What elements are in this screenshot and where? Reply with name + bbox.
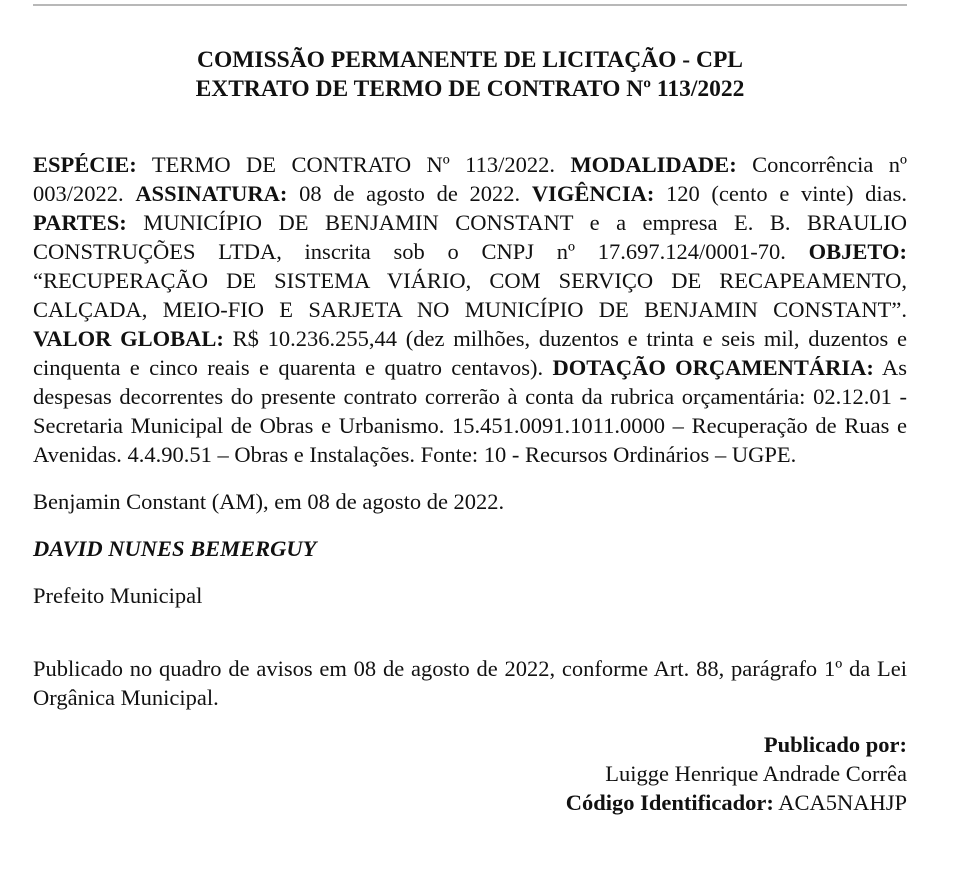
objeto-value: “RECUPERAÇÃO DE SISTEMA VIÁRIO, COM SERVIÇO DE RECAPEAMENTO, CALÇADA, MEIO-FIO E SARJETA NO MUNICÍPIO DE BENJAMIN CONSTANT”. bbox=[33, 268, 907, 322]
published-by-block bbox=[33, 730, 907, 817]
modalidade-value: Concorrência nº 003/2022. bbox=[33, 152, 908, 206]
publisher-name: Luigge Henrique Andrade Corrêa bbox=[605, 761, 907, 786]
valor-global-label: VALOR GLOBAL: bbox=[33, 326, 224, 351]
identifier-code-label: Código Identificador: bbox=[565, 790, 774, 815]
heading-line-2: EXTRATO DE TERMO DE CONTRATO Nº 113/2022 bbox=[195, 76, 745, 102]
signer-role: Prefeito Municipal bbox=[33, 583, 203, 608]
especie-value: TERMO DE CONTRATO Nº 113/2022. bbox=[136, 152, 571, 177]
signer-name: DAVID NUNES BEMERGUY bbox=[33, 536, 317, 561]
valor-global-value: R$ 10.236.255,44 (dez milhões, duzentos e trinta e seis mil, duzentos e cinquenta e cinco reais e quarenta e quatro centavos). bbox=[33, 326, 907, 380]
partes-value: MUNICÍPIO DE BENJAMIN CONSTANT e a empresa E. B. BRAULIO CONSTRUÇÕES LTDA, inscrita sob o CNPJ nº 17.697.124/0001-70. bbox=[33, 210, 907, 264]
assinatura-value: 08 de agosto de 2022. bbox=[287, 181, 532, 206]
partes-label: PARTES: bbox=[33, 210, 127, 235]
especie-label: ESPÉCIE: bbox=[33, 152, 137, 177]
objeto-label: OBJETO: bbox=[808, 239, 907, 264]
place-date: Benjamin Constant (AM), em 08 de agosto de 2022. bbox=[33, 489, 505, 514]
vigencia-value: 120 (cento e vinte) dias. bbox=[654, 181, 907, 206]
top-divider bbox=[33, 4, 907, 6]
vigencia-label: VIGÊNCIA: bbox=[531, 181, 655, 206]
heading-line-1: COMISSÃO PERMANENTE DE LICITAÇÃO - CPL bbox=[197, 47, 743, 73]
publication-note: Publicado no quadro de avisos em 08 de agosto de 2022, conforme Art. 88, parágrafo 1º da Lei Orgânica Municipal. bbox=[33, 656, 907, 710]
identifier-code-value: ACA5NAHJP bbox=[773, 790, 907, 815]
dotacao-label: DOTAÇÃO ORÇAMENTÁRIA: bbox=[552, 355, 874, 380]
document-heading bbox=[33, 46, 907, 104]
dotacao-value: As despesas decorrentes do presente contrato correrão à conta da rubrica orçamentária: 02.12.01 - Secretaria Municipal de Obras e Urbanismo. 15.451.0091.1011.0000 – Recuperação de Ruas e Avenidas. 4.4.90.51 – Obras e Instalações. Fonte: 10 - Recursos Ordinários – UGPE. bbox=[33, 355, 908, 467]
assinatura-label: ASSINATURA: bbox=[135, 181, 288, 206]
modalidade-label: MODALIDADE: bbox=[570, 152, 737, 177]
document bbox=[33, 46, 907, 817]
published-by-label: Publicado por: bbox=[763, 732, 907, 757]
contract-extract-paragraph bbox=[33, 150, 907, 469]
